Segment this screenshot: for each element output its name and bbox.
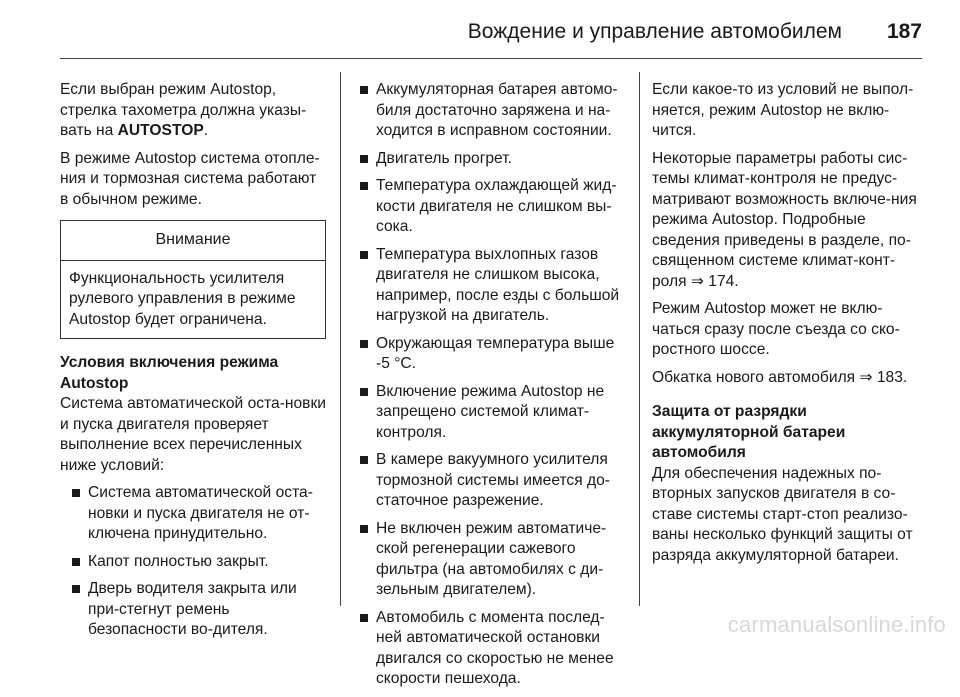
list-item: Не включен режим автоматиче-ской регенерации сажевого фильтра (на автомобилях с ди-зельным двигателем). bbox=[358, 519, 626, 601]
conditions-list-2 bbox=[358, 80, 626, 690]
section-heading-battery-protection: Защита от разрядки аккумуляторной батареи автомобиля bbox=[652, 403, 846, 461]
column-divider-1 bbox=[340, 72, 341, 606]
list-item: Температура охлаждающей жид-кости двигателя не слишком вы-сока. bbox=[358, 176, 626, 238]
page-number: 187 bbox=[886, 20, 922, 43]
column-3 bbox=[652, 80, 924, 573]
conditions-list-1 bbox=[60, 483, 326, 641]
list-item: Аккумуляторная батарея автомо-биля достаточно заряжена и на-ходится в исправном состоянии. bbox=[358, 80, 626, 142]
paragraph-break-in: Обкатка нового автомобиля ⇒ 183. bbox=[652, 368, 908, 386]
paragraph-autostop-tachometer bbox=[60, 80, 326, 142]
column-2 bbox=[358, 80, 626, 697]
notice-box bbox=[60, 220, 326, 339]
column-1 bbox=[60, 80, 326, 648]
paragraph-condition-not-met: Если какое-то из условий не выпол-няется, режим Autostop не вклю-чится. bbox=[652, 81, 914, 139]
list-item: Включение режима Autostop не запрещено системой климат-контроля. bbox=[358, 382, 626, 444]
paragraph-battery-protection: Для обеспечения надежных по-вторных запусков двигателя в со-ставе системы старт-стоп реализо-ваны несколько функций защиты от разряда аккумуляторной батареи. bbox=[652, 464, 913, 564]
paragraph-highway-exit: Режим Autostop может не вклю-чаться сразу после съезда со ско-ростного шоссе. bbox=[652, 300, 900, 358]
page-title: Вождение и управление автомобилем bbox=[467, 20, 842, 43]
paragraph-conditions-intro: Система автоматической оста-новки и пуска двигателя проверяет выполнение всех перечисленных ниже условий: bbox=[60, 395, 326, 474]
list-item: Дверь водителя закрыта или при-стегнут ремень безопасности во-дителя. bbox=[70, 579, 326, 641]
header-rule bbox=[60, 58, 922, 59]
notice-body: Функциональность усилителя рулевого управления в режиме Autostop будет ограничена. bbox=[69, 269, 296, 328]
list-item: Температура выхлопных газов двигателя не слишком высока, например, после езды с большой нагрузкой на двигатель. bbox=[358, 245, 626, 327]
section-heading-conditions: Условия включения режима Autostop bbox=[60, 354, 279, 392]
list-item: В камере вакуумного усилителя тормозной системы имеется до-статочное разрежение. bbox=[358, 450, 626, 512]
column-divider-2 bbox=[639, 72, 640, 606]
paragraph-end: . bbox=[203, 122, 209, 139]
paragraph-heating-brakes: В режиме Autostop система отопле-ния и тормозная система работают в обычном режиме. bbox=[60, 149, 320, 208]
list-item: Автомобиль с момента послед-ней автоматической остановки двигался со скоростью не менее скорости пешехода. bbox=[358, 608, 626, 690]
watermark: carmanualsonline.info bbox=[727, 612, 946, 637]
list-item: Двигатель прогрет. bbox=[358, 149, 626, 170]
page-header bbox=[60, 18, 922, 54]
list-item: Система автоматической оста-новки и пуска двигателя не от-ключена принудительно. bbox=[70, 483, 326, 545]
paragraph-climate-control: Некоторые параметры работы сис-темы климат-контроля не предус-матривают возможность включе-ния режима Autostop. Подробные сведения приведены в разделе, по-священном системе климат-конт-роля ⇒ 174. bbox=[652, 149, 917, 290]
list-item: Окружающая температура выше -5 °C. bbox=[358, 334, 626, 375]
paragraph-text: Если выбран режим Autostop, стрелка тахометра должна указы-вать на bbox=[60, 81, 307, 139]
notice-title: Внимание bbox=[61, 221, 325, 261]
list-item: Капот полностью закрыт. bbox=[70, 552, 326, 573]
autostop-label: AUTOSTOP bbox=[117, 122, 204, 139]
